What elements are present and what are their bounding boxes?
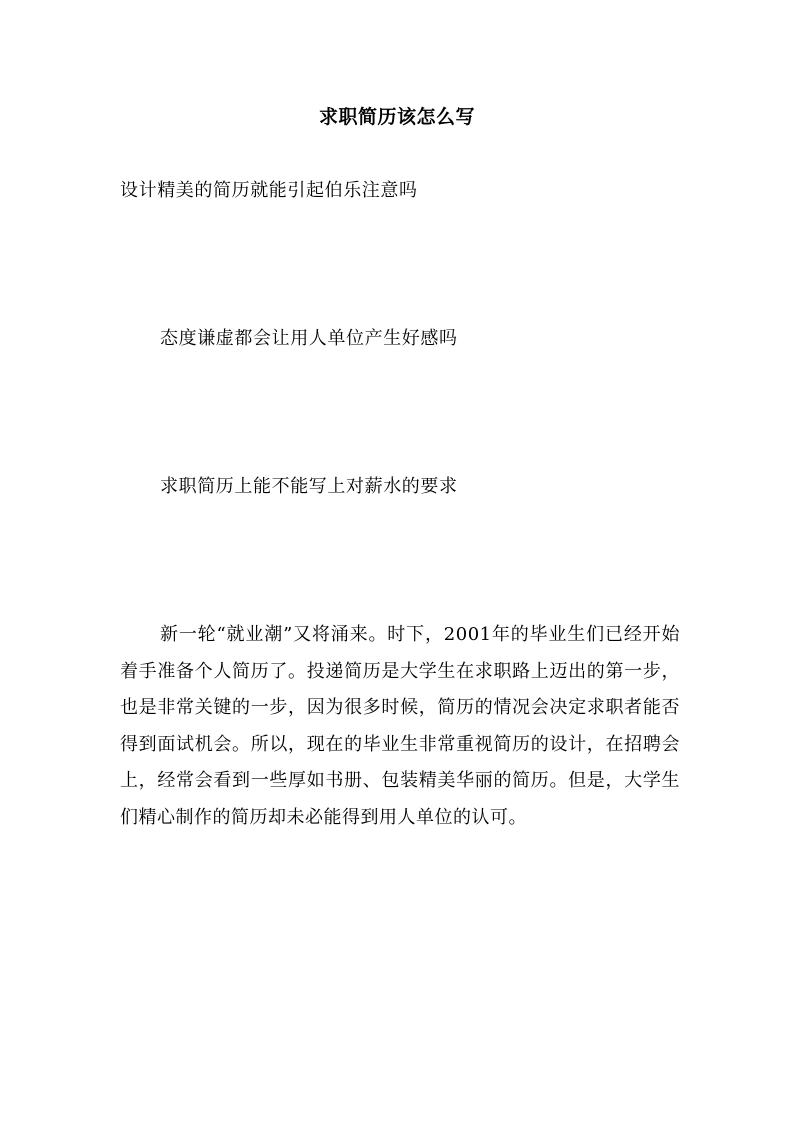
question-heading-design: 设计精美的简历就能引起伯乐注意吗 xyxy=(120,180,418,201)
body-paragraph: 新一轮“就业潮”又将涌来。时下，2001年的毕业生们已经开始着手准备个人简历了。投递简历是大学生在求职路上迈出的第一步，也是非常关键的一步，因为很多时候，简历的情况会决定求职者能否得到面试机会。所以，现在的毕业生非常重视简历的设计，在招聘会上，经常会看到一些厚如书册、包装精美华丽的简历。但是，大学生们精心制作的简历却未必能得到用人单位的认可。 xyxy=(120,624,680,828)
question-heading-salary: 求职简历上能不能写上对薪水的要求 xyxy=(160,476,458,497)
document-title: 求职简历该怎么写 xyxy=(318,106,475,128)
question-heading-attitude: 态度谦虚都会让用人单位产生好感吗 xyxy=(160,328,458,349)
